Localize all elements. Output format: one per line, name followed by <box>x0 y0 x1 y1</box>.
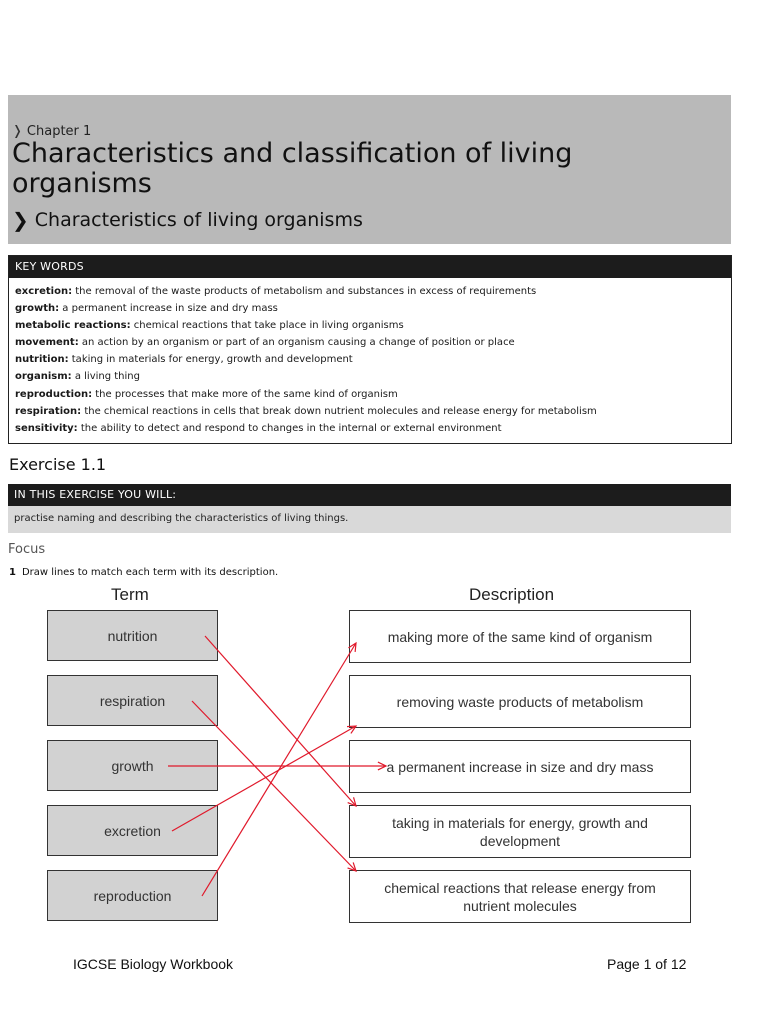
key-word-item <box>15 368 731 385</box>
key-word-term: reproduction: <box>15 388 93 400</box>
key-word-definition: the removal of the waste products of metabolism and substances in excess of requirements <box>75 286 537 297</box>
term-box-growth[interactable]: growth <box>47 740 218 791</box>
answer-line-nutrition <box>205 636 356 806</box>
term-box-excretion[interactable]: excretion <box>47 805 218 856</box>
term-box-nutrition[interactable]: nutrition <box>47 610 218 661</box>
focus-label: Focus <box>8 542 46 557</box>
chapter-label: Chapter 1 <box>26 124 92 139</box>
key-word-term: nutrition: <box>15 354 69 366</box>
key-word-term: sensitivity: <box>15 422 78 434</box>
key-words-heading: KEY WORDS <box>9 256 731 278</box>
key-word-item <box>15 334 731 351</box>
question-number: 1 <box>9 567 16 578</box>
key-word-item <box>15 317 731 334</box>
footer-title: IGCSE Biology Workbook <box>73 956 234 972</box>
key-word-definition: the processes that make more of the same kind of organism <box>95 388 398 400</box>
key-word-definition: chemical reactions that take place in living organisms <box>133 320 404 332</box>
key-word-definition: a living thing <box>74 371 140 383</box>
key-word-item <box>15 351 731 368</box>
exercise-box-text: practise naming and describing the characteristics of living things. <box>8 506 731 533</box>
section-title: Characteristics of living organisms <box>34 209 363 231</box>
key-word-item <box>15 386 731 403</box>
key-word-term: movement: <box>15 337 79 349</box>
description-box[interactable]: chemical reactions that release energy from nutrient molecules <box>349 870 691 923</box>
key-word-definition: the chemical reactions in cells that break down nutrient molecules and release energy for metabolism <box>84 405 597 417</box>
key-word-definition: an action by an organism or part of an organism causing a change of position or place <box>81 337 515 349</box>
chapter-title: Characteristics and classification of living organisms <box>12 138 573 199</box>
exercise-title: Exercise 1.1 <box>9 455 107 474</box>
term-box-respiration[interactable]: respiration <box>47 675 218 726</box>
question <box>9 567 278 578</box>
chevron-right-icon: ❭ <box>12 124 23 139</box>
key-word-term: metabolic reactions: <box>15 320 131 332</box>
key-word-term: organism: <box>15 371 72 383</box>
description-column-heading: Description <box>469 585 555 604</box>
key-words-box <box>8 255 732 444</box>
term-column-heading: Term <box>111 585 149 604</box>
chevron-right-icon: ❯ <box>12 208 29 232</box>
answer-line-reproduction <box>202 643 356 896</box>
chapter-label-row <box>12 124 91 139</box>
description-box[interactable]: a permanent increase in size and dry mass <box>349 740 691 793</box>
key-word-term: growth: <box>15 303 60 315</box>
description-box[interactable]: making more of the same kind of organism <box>349 610 691 663</box>
description-box[interactable]: removing waste products of metabolism <box>349 675 691 728</box>
key-word-definition: the ability to detect and respond to changes in the internal or external environment <box>80 422 502 434</box>
page-number: Page 1 of 12 <box>607 956 687 972</box>
term-box-reproduction[interactable]: reproduction <box>47 870 218 921</box>
description-box[interactable]: taking in materials for energy, growth and development <box>349 805 691 858</box>
exercise-box-heading: IN THIS EXERCISE YOU WILL: <box>8 484 731 506</box>
key-word-definition: a permanent increase in size and dry mass <box>62 303 278 315</box>
key-word-item <box>15 403 731 420</box>
key-word-item <box>15 420 731 437</box>
section-title-row <box>12 208 363 232</box>
key-word-definition: taking in materials for energy, growth and development <box>71 354 353 366</box>
key-word-term: excretion: <box>15 286 73 297</box>
key-words-list <box>9 278 731 437</box>
key-word-term: respiration: <box>15 405 82 417</box>
key-word-item <box>15 283 731 300</box>
key-word-item <box>15 300 731 317</box>
question-text: Draw lines to match each term with its description. <box>21 567 279 578</box>
